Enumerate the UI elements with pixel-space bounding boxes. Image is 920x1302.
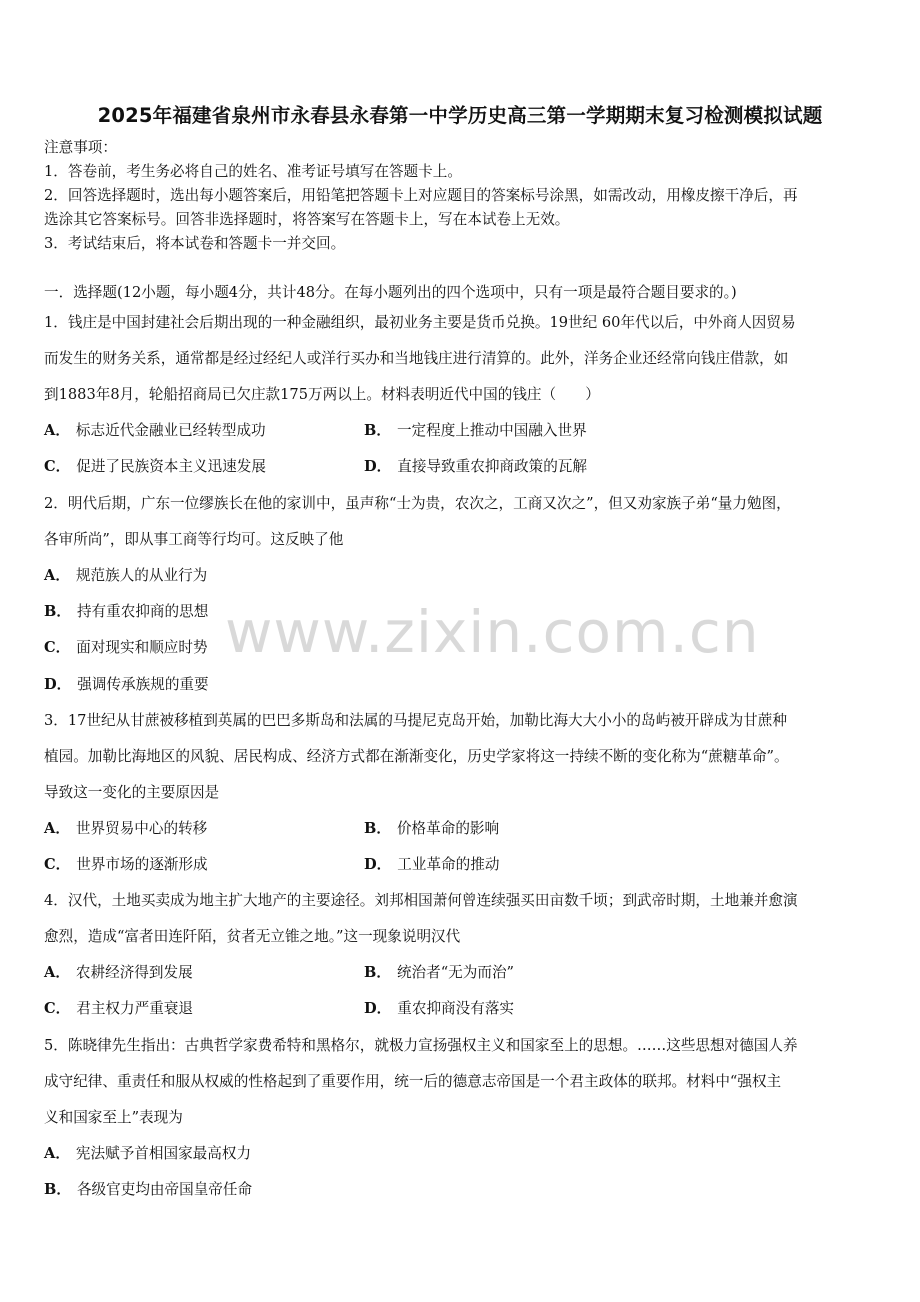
option-letter: D． xyxy=(44,676,72,693)
option-text: 价格革命的影响 xyxy=(396,820,500,837)
notice-item: 3．考试结束后，将本试卷和答题卡一并交回。 xyxy=(44,235,346,252)
option-text: 统治者“无为而治” xyxy=(396,964,515,981)
question-2-option-c xyxy=(44,638,208,658)
question-1-option-c xyxy=(44,457,266,477)
question-1-line: 1．钱庄是中国封建社会后期出现的一种金融组织，最初业务主要是货币兑换。19世纪 60年代以后，中外商人因贸易 xyxy=(44,314,796,331)
question-2-option-d xyxy=(44,675,209,695)
question-3-line: 导致这一变化的主要原因是 xyxy=(44,784,220,801)
question-2-line: 各审所尚”，即从事工商等行均可。这反映了他 xyxy=(44,531,344,548)
question-1-option-a xyxy=(44,421,266,441)
option-text: 一定程度上推动中国融入世界 xyxy=(396,422,587,439)
option-text: 重农抑商没有落实 xyxy=(397,1000,515,1017)
option-letter: D． xyxy=(364,856,392,873)
question-1-line: 而发生的财务关系，通常都是经过经纪人或洋行买办和当地钱庄进行清算的。此外，洋务企业还经常向钱庄借款，如 xyxy=(44,350,789,367)
question-3-line: 植园。加勒比海地区的风貌、居民构成、经济方式都在渐渐变化，历史学家将这一持续不断的变化称为“蔗糖革命”。 xyxy=(44,748,789,765)
question-4-line: 4．汉代，土地买卖成为地主扩大地产的主要途径。刘邦相国萧何曾连续强买田亩数千顷；到武帝时期，土地兼并愈演 xyxy=(44,892,798,909)
question-5-option-b xyxy=(44,1180,252,1200)
option-text: 宪法赋予首相国家最高权力 xyxy=(75,1145,252,1162)
option-letter: B． xyxy=(44,1181,71,1198)
option-text: 世界市场的逐渐形成 xyxy=(76,856,208,873)
option-text: 直接导致重农抑商政策的瓦解 xyxy=(397,458,587,475)
option-letter: B． xyxy=(44,603,71,620)
question-3-option-a xyxy=(44,819,207,839)
option-text: 农耕经济得到发展 xyxy=(75,964,193,981)
option-text: 强调传承族规的重要 xyxy=(77,676,209,693)
section-heading: 一．选择题(12小题，每小题4分，共计48分。在每小题列出的四个选项中，只有一项是最符合题目要求的。) xyxy=(44,284,737,301)
option-letter: A． xyxy=(44,1145,70,1162)
question-2-option-a xyxy=(44,566,207,586)
question-4-option-b xyxy=(364,963,514,983)
question-4-line: 愈烈，造成“富者田连阡陌，贫者无立锥之地。”这一现象说明汉代 xyxy=(44,928,461,945)
question-3-option-d xyxy=(364,855,499,875)
option-text: 工业革命的推动 xyxy=(397,856,500,873)
question-5-line: 5．陈晓律先生指出：古典哲学家费希特和黑格尔，就极力宣扬强权主义和国家至上的思想。……这些思想对德国人养 xyxy=(44,1037,798,1054)
question-3-line: 3．17世纪从甘蔗被移植到英属的巴巴多斯岛和法属的马提尼克岛开始，加勒比海大大小小的岛屿被开辟成为甘蔗种 xyxy=(44,712,787,729)
question-4-option-c xyxy=(44,999,193,1019)
question-4-option-a xyxy=(44,963,193,983)
question-3-option-b xyxy=(364,819,499,839)
option-text: 持有重农抑商的思想 xyxy=(76,603,209,620)
page-title: 2025年福建省泉州市永春县永春第一中学历史高三第一学期期末复习检测模拟试题 xyxy=(97,104,823,127)
notice-item: 1．答卷前，考生务必将自己的姓名、准考证号填写在答题卡上。 xyxy=(44,163,462,180)
option-text: 标志近代金融业已经转型成功 xyxy=(75,422,266,439)
option-letter: C． xyxy=(44,1000,71,1017)
question-1-option-b xyxy=(364,421,587,441)
question-1-line: 到1883年8月，轮船招商局已欠庄款175万两以上。材料表明近代中国的钱庄（ ） xyxy=(44,386,600,403)
option-letter: D． xyxy=(364,458,392,475)
option-letter: A． xyxy=(44,567,70,584)
option-letter: A． xyxy=(44,422,70,439)
question-4-option-d xyxy=(364,999,514,1019)
watermark: www.zixin.com.cn xyxy=(225,598,760,666)
option-letter: B． xyxy=(364,964,391,981)
option-text: 君主权力严重衰退 xyxy=(76,1000,193,1017)
option-text: 面对现实和顺应时势 xyxy=(76,639,208,656)
option-letter: D． xyxy=(364,1000,392,1017)
option-text: 促进了民族资本主义迅速发展 xyxy=(76,458,266,475)
option-text: 规范族人的从业行为 xyxy=(75,567,208,584)
option-letter: A． xyxy=(44,964,70,981)
notice-heading: 注意事项： xyxy=(44,139,117,156)
option-text: 各级官吏均由帝国皇帝任命 xyxy=(76,1181,253,1198)
option-letter: B． xyxy=(364,422,391,439)
option-letter: C． xyxy=(44,458,71,475)
question-2-option-b xyxy=(44,602,208,622)
question-1-option-d xyxy=(364,457,587,477)
option-letter: C． xyxy=(44,856,71,873)
notice-item: 2．回答选择题时，选出每小题答案后，用铅笔把答题卡上对应题目的答案标号涂黑，如需改动，用橡皮擦干净后，再 xyxy=(44,187,798,204)
question-5-line: 义和国家至上”表现为 xyxy=(44,1109,183,1126)
notice-item: 选涂其它答案标号。回答非选择题时，将答案写在答题卡上，写在本试卷上无效。 xyxy=(44,211,570,228)
question-2-line: 2．明代后期，广东一位缪族长在他的家训中，虽声称“士为贵，农次之，工商又次之”，但又劝家族子弟“量力勉图， xyxy=(44,495,791,512)
question-3-option-c xyxy=(44,855,208,875)
option-letter: B． xyxy=(364,820,391,837)
question-5-option-a xyxy=(44,1144,251,1164)
option-letter: A． xyxy=(44,820,70,837)
option-letter: C． xyxy=(44,639,71,656)
option-text: 世界贸易中心的转移 xyxy=(75,820,208,837)
question-5-line: 成守纪律、重责任和服从权威的性格起到了重要作用，统一后的德意志帝国是一个君主政体的联邦。材料中“强权主 xyxy=(44,1073,782,1090)
